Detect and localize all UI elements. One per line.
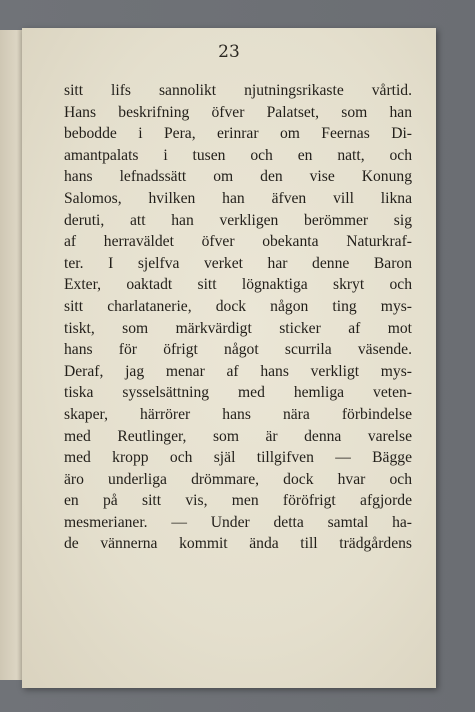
text-line: amantpalats i tusen och en natt, och — [64, 146, 412, 164]
body-text — [64, 80, 412, 555]
text-line: sitt lifs sannolikt njutningsrikaste vårtid. — [64, 82, 412, 99]
text-line: en på sitt vis, men föröfrigt afgjorde — [64, 492, 412, 510]
text-line: tiska sysselsättning med hemliga veten- — [64, 384, 412, 402]
text-line: Hans beskrifning öfver Palatset, som han — [64, 103, 412, 121]
page-number: 23 — [218, 42, 240, 62]
text-line: mesmerianer. — Under detta samtal ha- — [64, 513, 412, 531]
text-line: med kropp och själ tillgifven — Bägge — [64, 449, 412, 467]
text-line: deruti, att han verkligen berömmer sig — [64, 211, 412, 229]
text-line: af herraväldet öfver obekanta Naturkraf- — [64, 233, 412, 251]
text-line: Exter, oaktadt sitt lögnaktiga skryt och — [64, 276, 412, 294]
text-line: bebodde i Pera, erinrar om Feernas Di- — [64, 125, 412, 143]
book-page — [22, 28, 436, 688]
text-line: tiskt, som märkvärdigt sticker af mot — [64, 319, 412, 337]
text-line: skaper, härrörer hans nära förbindelse — [64, 405, 412, 423]
text-line: hans lefnadssätt om den vise Konung — [64, 168, 412, 186]
text-line: de vännerna kommit ända till trädgårdens — [64, 535, 412, 553]
text-line: hans för öfrigt något scurrila väsende. — [64, 341, 412, 359]
text-line: med Reutlinger, som är denna varelse — [64, 427, 412, 445]
text-line: Deraf, jag menar af hans verkligt mys- — [64, 362, 412, 380]
text-line: Salomos, hvilken han äfven vill likna — [64, 189, 412, 207]
text-line: ter. I sjelfva verket har denne Baron — [64, 254, 412, 272]
text-line: äro underliga drömmare, dock hvar och — [64, 470, 412, 488]
text-line: sitt charlatanerie, dock någon ting mys- — [64, 297, 412, 315]
